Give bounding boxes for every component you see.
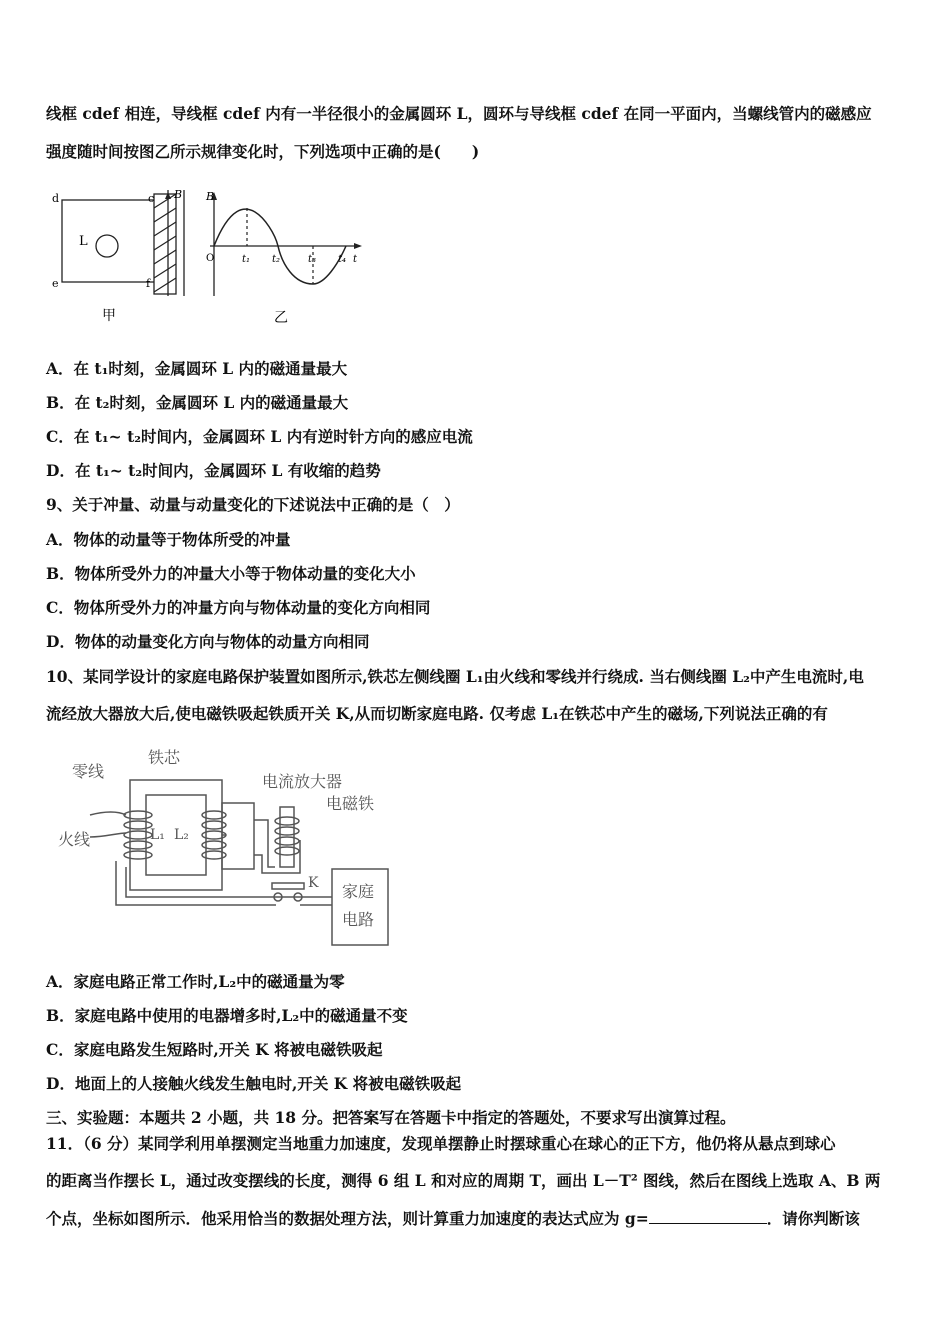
q8-option-b: B．在 t₂时刻，金属圆环 L 内的磁通量最大 (46, 393, 349, 412)
q8-option-c: C．在 t₁~ t₂时间内，金属圆环 L 内有逆时针方向的感应电流 (46, 427, 473, 446)
label-K: K (308, 875, 319, 891)
label-L: L (79, 234, 88, 249)
q10-option-d: D．地面上的人接触火线发生触电时,开关 K 将被电磁铁吸起 (46, 1074, 462, 1093)
q9-option-b: B．物体所受外力的冲量大小等于物体动量的变化大小 (46, 564, 416, 583)
tick-t1: t₁ (242, 254, 251, 265)
q11-answer-blank[interactable] (649, 1209, 767, 1224)
q8-stem-line2: 强度随时间按图乙所示规律变化时，下列选项中正确的是( ) (46, 142, 480, 161)
label-d: d (52, 192, 60, 205)
label-home2: 电路 (342, 910, 375, 929)
q8-figure-jia (44, 184, 204, 329)
q8-figure-yi (200, 184, 370, 329)
q11-line1: 11．（6 分）某同学利用单摆测定当地重力加速度，发现单摆静止时摆球重心在球心的正下方，他仍将从悬点到球心 (46, 1134, 836, 1153)
caption-yi: 乙 (274, 310, 288, 326)
q10-stem-line1: 10、某同学设计的家庭电路保护装置如图所示,铁芯左侧线圈 L₁由火线和零线并行绕成. 当右侧线圈 L₂中产生电流时,电 (46, 667, 864, 686)
label-live: 火线 (58, 830, 91, 849)
q8-stem-line1: 线框 cdef 相连，导线框 cdef 内有一半径很小的金属圆环 L，圆环与导线框 cdef 在同一平面内，当螺线管内的磁感应 (46, 104, 872, 123)
q11-line2: 的距离当作摆长 L，通过改变摆线的长度，测得 6 组 L 和对应的周期 T，画出 L－T² 图线，然后在图线上选取 A、B 两 (46, 1171, 881, 1190)
q8-option-a: A．在 t₁时刻，金属圆环 L 内的磁通量最大 (46, 359, 348, 378)
q9-option-c: C．物体所受外力的冲量方向与物体动量的变化方向相同 (46, 598, 431, 617)
origin-O: O (206, 253, 215, 264)
label-L1: L₁ (150, 827, 165, 843)
q10-circuit-figure (50, 745, 400, 950)
label-magnet: 电磁铁 (326, 794, 375, 813)
q11-line3-post: ．请你判断该 (766, 1209, 860, 1228)
label-B: B (174, 188, 183, 201)
caption-jia: 甲 (102, 308, 116, 324)
section-3-heading: 三、实验题：本题共 2 小题，共 18 分。把答案写在答题卡中指定的答题处，不要求写出演算过程。 (46, 1108, 736, 1127)
label-c: c (148, 192, 155, 205)
label-f: f (146, 277, 151, 290)
label-core: 铁芯 (148, 748, 181, 767)
q9-option-d: D．物体的动量变化方向与物体的动量方向相同 (46, 632, 370, 651)
q11-line3 (46, 1207, 860, 1229)
q10-option-a: A．家庭电路正常工作时,L₂中的磁通量为零 (46, 972, 345, 991)
label-home1: 家庭 (342, 882, 375, 901)
q9-stem: 9、关于冲量、动量与动量变化的下述说法中正确的是（ ） (46, 495, 460, 514)
q10-stem-line2: 流经放大器放大后,使电磁铁吸起铁质开关 K,从而切断家庭电路. 仅考虑 L₁在铁芯中产生的磁场,下列说法正确的有 (46, 704, 828, 723)
tick-t2: t₂ (272, 254, 281, 265)
label-neutral: 零线 (72, 762, 105, 781)
q9-option-a: A．物体的动量等于物体所受的冲量 (46, 530, 291, 549)
q11-line3-pre: 个点，坐标如图所示．他采用恰当的数据处理方法，则计算重力加速度的表达式应为 g= (46, 1209, 649, 1228)
q8-option-d: D．在 t₁~ t₂时间内，金属圆环 L 有收缩的趋势 (46, 461, 381, 480)
q10-option-b: B．家庭电路中使用的电器增多时,L₂中的磁通量不变 (46, 1006, 408, 1025)
tick-t3: t₃ (308, 254, 317, 265)
axis-t: t (353, 254, 358, 265)
tick-t4: t₄ (338, 254, 347, 265)
label-amplifier: 电流放大器 (262, 772, 343, 791)
q10-option-c: C．家庭电路发生短路时,开关 K 将被电磁铁吸起 (46, 1040, 383, 1059)
label-L2: L₂ (174, 827, 189, 843)
label-e: e (52, 277, 59, 290)
axis-B: B (206, 190, 215, 203)
